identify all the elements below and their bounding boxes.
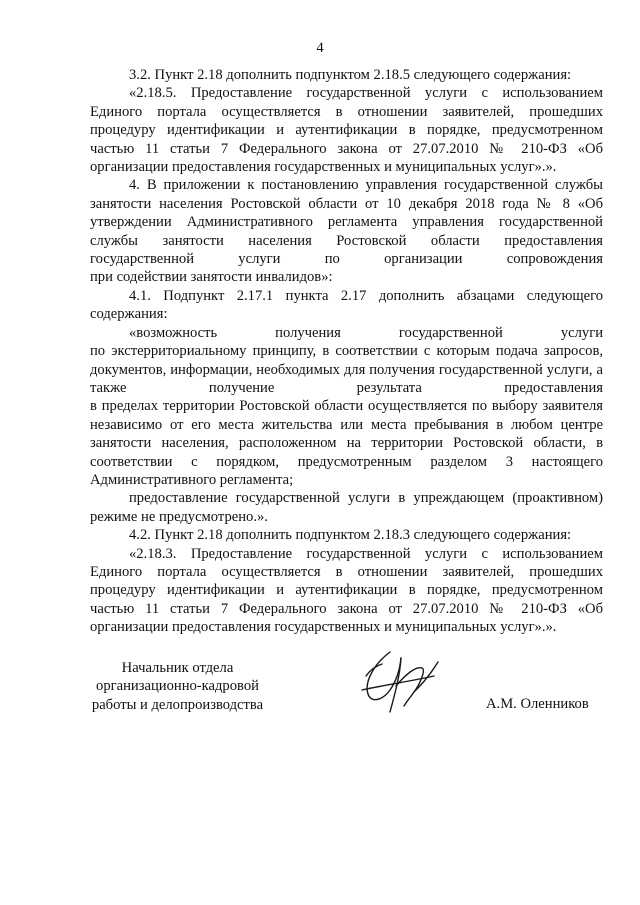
document-body: [90, 66, 603, 637]
signatory-title-line: организационно-кадровой: [96, 678, 259, 695]
signatory-title-line: Начальник отдела: [121, 660, 234, 676]
signatory-name: А.М. Оленников: [486, 696, 589, 712]
handwritten-signature: [360, 646, 442, 718]
page-number: 4: [316, 40, 324, 56]
paragraph: 4.2. Пункт 2.18 дополнить подпунктом 2.18.3 следующего содержания:: [129, 527, 572, 544]
paragraph: в пределах территории Ростовской области осуществляется по выбору заявителя независимо от его места жительства или места пребывания в любом центре занятости населения, расположенном на территории Ростовской области, в соответствии с порядком, предусмотренным разделом 3 настоящего Административного регламента;: [90, 398, 603, 488]
signatory-title: [80, 659, 275, 714]
paragraph: «2.18.5. Предоставление государственной услуги с использованием Единого портала осуществляется в отношении заявителей, прошедших процедуру идентификации и аутентификации в порядке, предусмотренном частью 11 статьи 7 Федерального закона от 27.07.2010 № 210-ФЗ «Об организации предоставления государственных и муниципальных услуг».».: [90, 85, 603, 176]
paragraph: предоставление государственной услуги в упреждающем (проактивном) режиме не предусмотрено.».: [90, 490, 603, 525]
signatory-title-line: работы и делопроизводства: [91, 696, 264, 713]
paragraph: «2.18.3. Предоставление государственной услуги с использованием Единого портала осуществляется в отношении заявителей, прошедших процедуру идентификации и аутентификации в порядке, предусмотренном частью 11 статьи 7 Федерального закона от 27.07.2010 № 210-ФЗ «Об организации предоставления государственных и муниципальных услуг».».: [90, 545, 603, 636]
paragraph: по экстерриториальному принципу, в соответствии с которым подача запросов, документов, информации, необходимых для получения государственной услуги, а также получение результата предоставления: [90, 343, 603, 396]
paragraph: «возможность получения государственной услуги: [129, 324, 603, 341]
paragraph: 3.2. Пункт 2.18 дополнить подпунктом 2.18.5 следующего содержания:: [129, 67, 572, 83]
paragraph: при содействии занятости инвалидов»:: [90, 269, 333, 286]
paragraph: 4. В приложении к постановлению управления государственной службы занятости населения Ростовской области от 10 декабря 2018 года № 8 «Об утверждении Административного регламента управления государственной службы занятости населения Ростовской области предоставления государственной услуги по организации сопровождения: [90, 177, 603, 268]
paragraph: 4.1. Подпункт 2.17.1 пункта 2.17 дополнить абзацами следующего содержания:: [90, 287, 603, 323]
